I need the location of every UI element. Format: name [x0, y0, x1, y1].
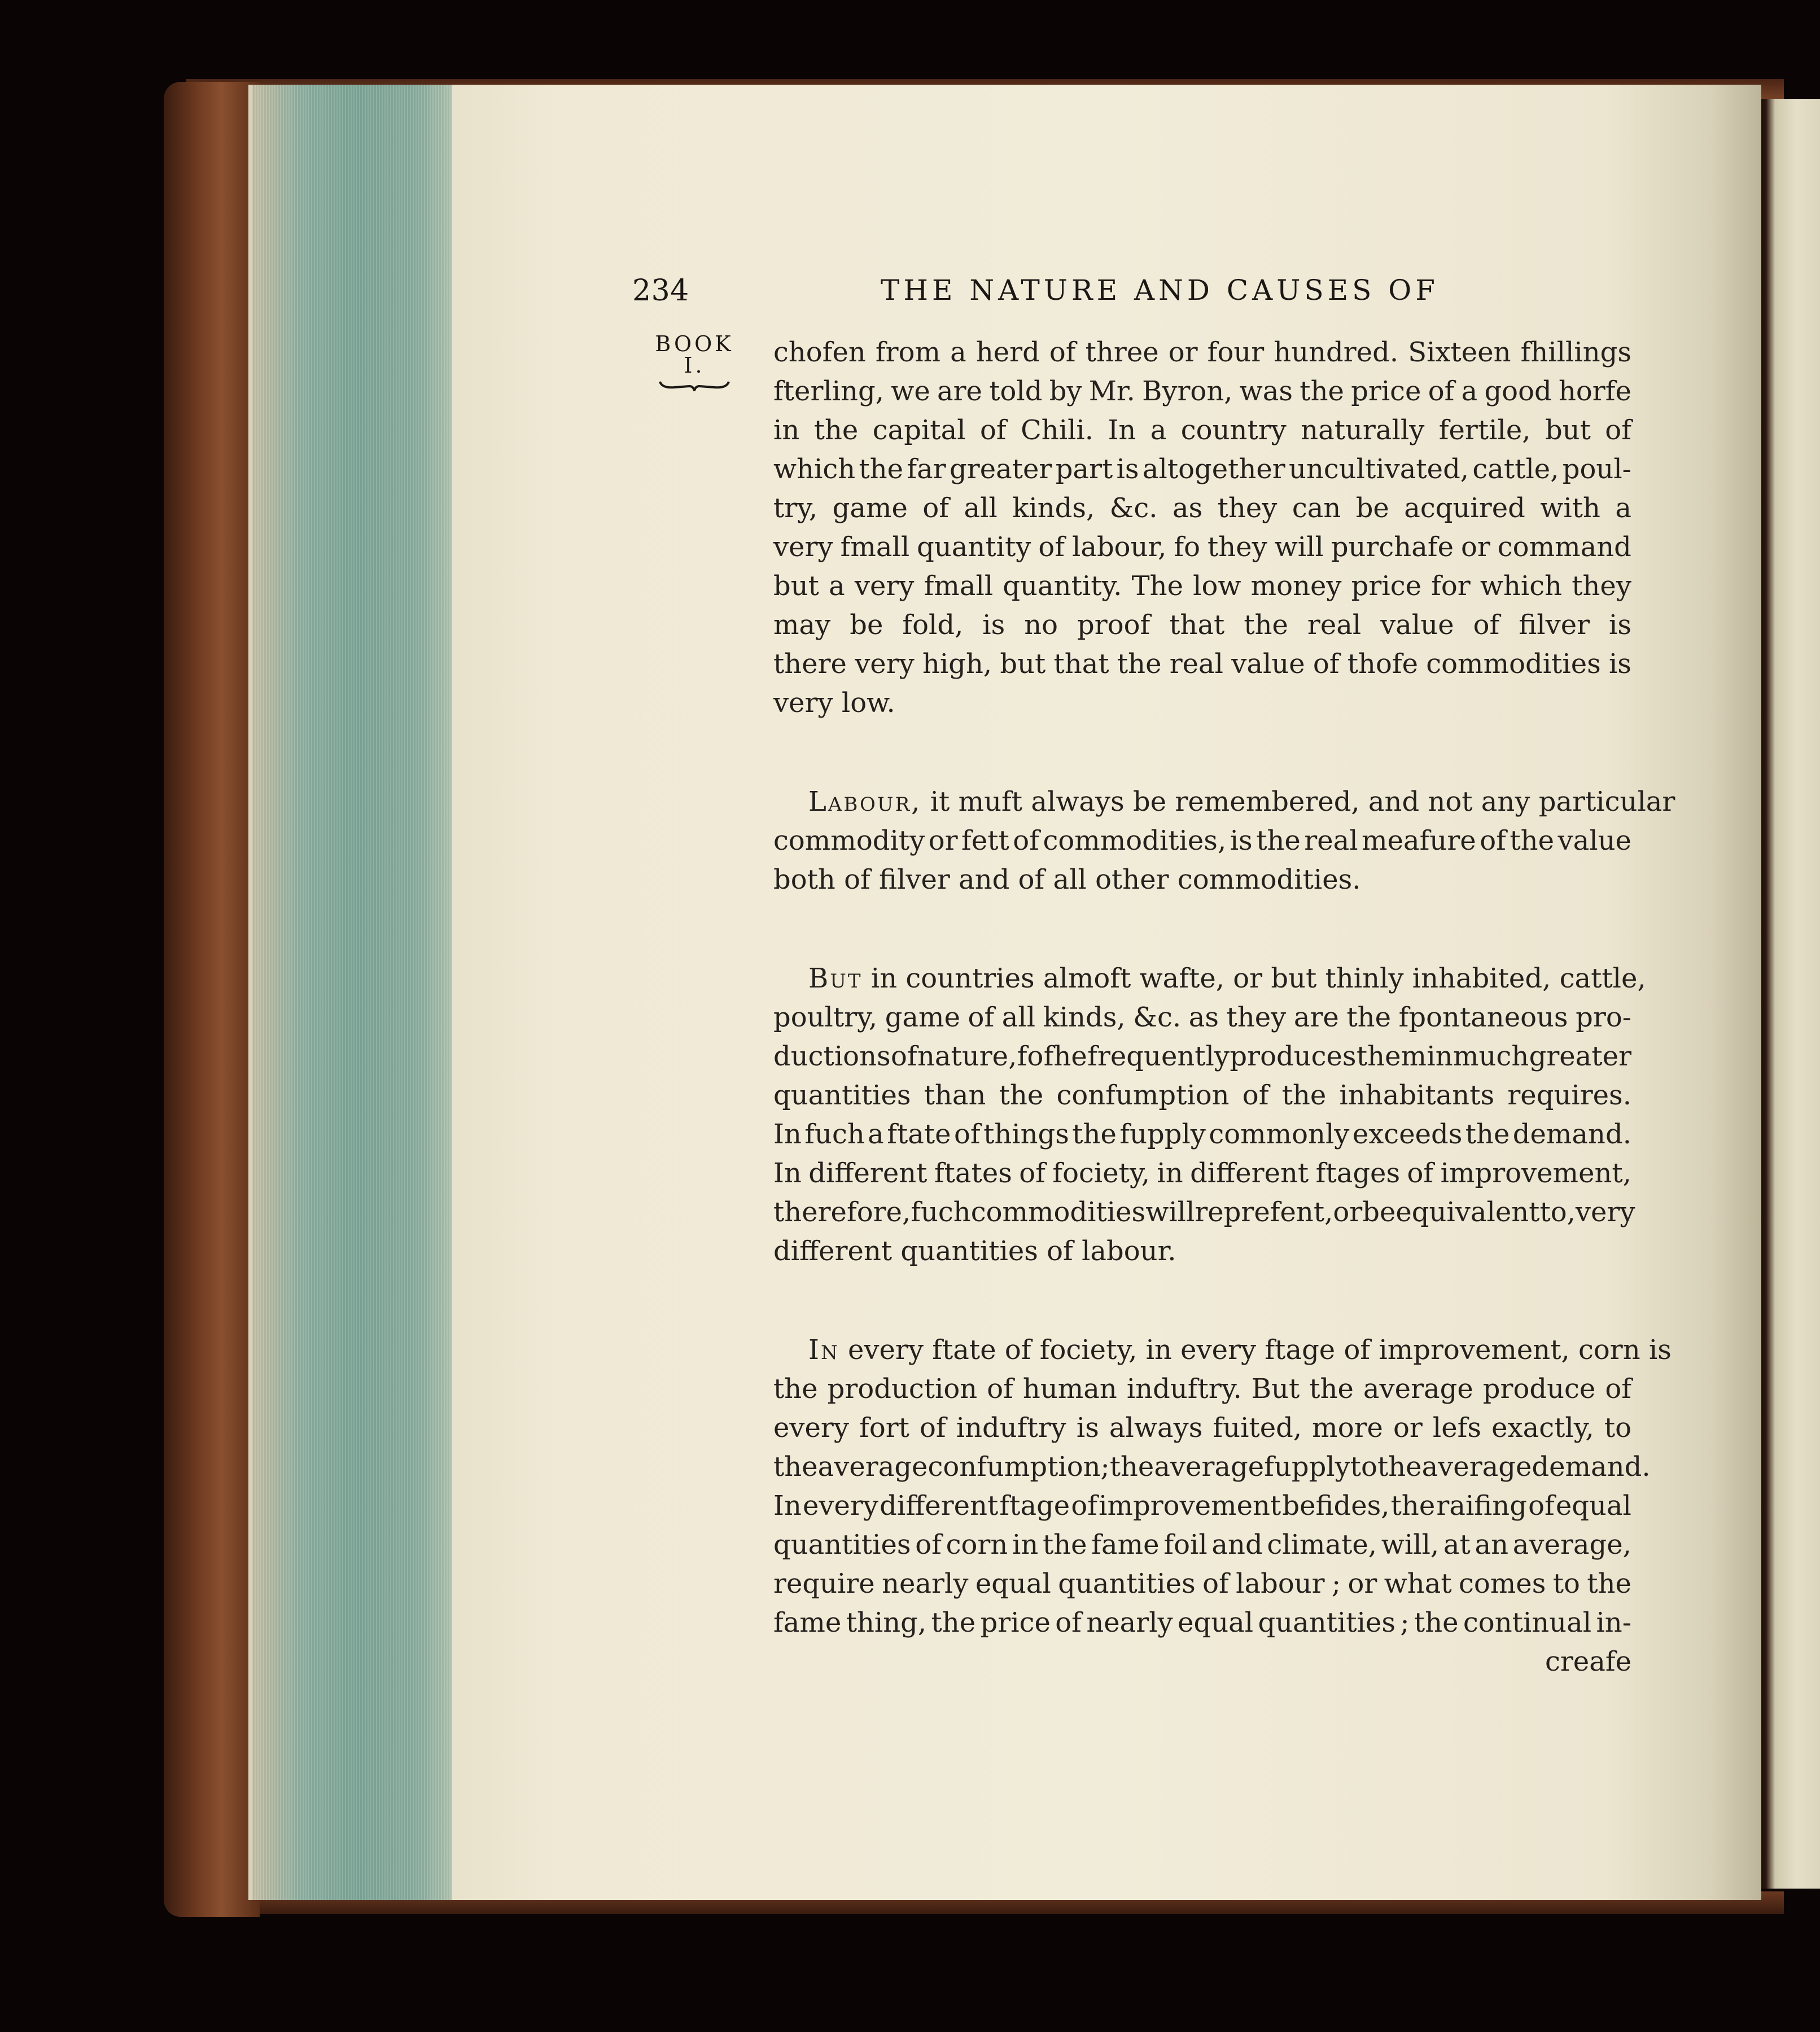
text-line: require nearly equal quantities of labour ; or what comes to the [773, 1568, 1631, 1600]
marginal-book-label: BOOK [655, 331, 734, 356]
paragraph [773, 783, 1675, 899]
page-header [632, 274, 1637, 313]
text-line: fterling, we are told by Mr. Byron, was the price of a good horfe [773, 375, 1631, 407]
text-line: but a very fmall quantity. The low money price for which they [773, 570, 1631, 602]
text-line: every fort of induftry is always fuited, more or lefs exactly, to [773, 1412, 1631, 1444]
text-line: very fmall quantity of labour, fo they will purchafe or command [773, 531, 1631, 563]
text-line: different quantities of labour. [773, 1235, 1176, 1267]
marginal-book-number: I. [684, 353, 705, 378]
brace-icon [658, 378, 731, 393]
text-line: the production of human induftry. But the average produce of [773, 1373, 1631, 1405]
running-title: THE NATURE AND CAUSES OF [881, 274, 1439, 307]
page-edges [248, 85, 458, 1900]
catchword: creafe [1545, 1646, 1631, 1677]
text-line: ductions of nature, fo fhe frequently produces them in much greater [773, 1041, 1631, 1072]
lead-word: But [808, 963, 863, 994]
text-line: fame thing, the price of nearly equal quantities ; the continual in- [773, 1607, 1631, 1638]
text-line: both of filver and of all other commodities. [773, 864, 1361, 895]
paragraph [773, 333, 1631, 723]
text-line: Labour, it muft always be remembered, and not any particular [808, 786, 1675, 818]
text-line: in the capital of Chili. In a country naturally fertile, but of [773, 414, 1631, 446]
text-line: quantities of corn in the fame foil and climate, will, at an average, [773, 1529, 1631, 1561]
text-line: which the far greater part is altogether uncultivated, cattle, poul- [773, 453, 1631, 485]
text-line: quantities than the confumption of the inhabitants requires. [773, 1080, 1631, 1111]
text-line: But in countries almoft wafte, or but thinly inhabited, cattle, [808, 963, 1646, 994]
body-text [773, 333, 1675, 1681]
text-line: therefore, fuch commodities will reprefent, or be equivalent to, very [773, 1196, 1635, 1228]
text-line: try, game of all kinds, &c. as they can be acquired with a [773, 492, 1631, 524]
text-line: In different ftates of fociety, in different ftages of improvement, [773, 1157, 1631, 1189]
text-line: very low. [773, 687, 895, 719]
catchword-line [773, 1642, 1631, 1681]
text-line: In every different ftage of improvement befides, the raifing of equal [773, 1490, 1631, 1522]
lead-word: Labour, [808, 786, 922, 818]
page-number: 234 [632, 274, 689, 308]
text-line: poultry, game of all kinds, &c. as they are the fpontaneous pro- [773, 1002, 1631, 1033]
marginal-note [649, 333, 740, 393]
text-line: In every ftate of fociety, in every ftage of improvement, corn is [808, 1334, 1672, 1366]
book-spine [164, 82, 260, 1917]
text-line: may be fold, is no proof that the real value of filver is [773, 609, 1631, 641]
lead-word: In [808, 1334, 839, 1366]
paragraph [773, 1331, 1672, 1681]
text-line: commodity or fett of commodities, is the real meafure of the value [773, 825, 1631, 857]
text-line: there very high, but that the real value of thofe commodities is [773, 648, 1631, 680]
text-line: the average confumption ; the average fupply to the average demand. [773, 1451, 1651, 1483]
text-line: In fuch a ftate of things the fupply commonly exceeds the demand. [773, 1118, 1631, 1150]
facing-page-edge [1760, 99, 1820, 1889]
text-line: chofen from a herd of three or four hundred. Sixteen fhillings [773, 337, 1631, 368]
paragraph [773, 959, 1646, 1271]
